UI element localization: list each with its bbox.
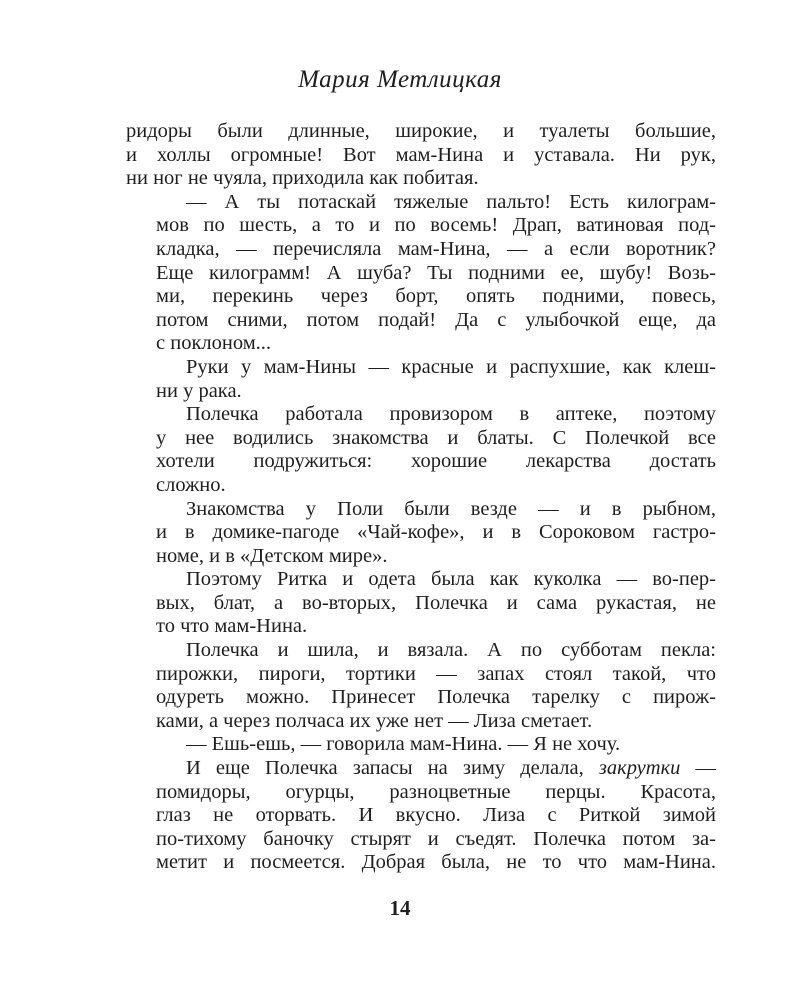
text-run: —	[680, 757, 717, 780]
text-line: Поэтому Ритка и одета была как куколка — во-пер-	[186, 568, 716, 591]
text-line: вых, блат, а во-вторых, Полечка и сама рукастая, не	[156, 591, 716, 614]
paragraph	[126, 498, 716, 569]
text-line: ками, а через полчаса их уже нет — Лиза сметает.	[156, 709, 593, 732]
text-line: Руки у мам-Нины — красные и распухшие, как клеш-	[186, 355, 716, 378]
text-line: мов по шесть, а то и по восемь! Драп, ватиновая под-	[156, 214, 716, 237]
text-line: сложно.	[156, 473, 226, 496]
paragraph	[126, 191, 716, 356]
text-line: по-тихому баночку стырят и съедят. Полечка потом за-	[156, 827, 716, 850]
text-line: одуреть можно. Принесет Полечка тарелку с пирож-	[156, 686, 716, 709]
text-line: — А ты потаскай тяжелые пальто! Есть килограм-	[186, 190, 716, 213]
paragraph	[126, 568, 716, 639]
paragraph	[126, 733, 716, 757]
text-line: метит и посмеется. Добрая была, не то что мам-Нина.	[156, 851, 716, 874]
paragraph	[126, 120, 716, 191]
text-line-with-italic	[126, 757, 716, 781]
text-line: помидоры, огурцы, разноцветные перцы. Красота,	[156, 780, 716, 803]
text-line: кладка, — перечисляла мам-Нина, — а если воротник?	[156, 237, 716, 260]
text-line: Знакомства у Поли были везде — и в рыбном,	[186, 497, 716, 520]
text-line: — Ешь-ешь, — говорила мам-Нина. — Я не хочу.	[186, 733, 621, 756]
text-line: и в домике-пагоде «Чай-кофе», и в Сороковом гастро-	[156, 521, 716, 544]
page-number: 14	[389, 896, 411, 920]
running-title: Мария Метлицкая	[298, 66, 502, 93]
text-run: И еще Полечка запасы на зиму делала,	[186, 757, 584, 780]
body-text	[126, 120, 716, 875]
text-line: пирожки, пироги, тортики — запах стоял такой, что	[156, 662, 716, 685]
text-line: номе, и в «Детском мире».	[156, 544, 388, 567]
text-line: то что мам-Нина.	[156, 615, 308, 638]
text-line: глаз не оторвать. И вкусно. Лиза с Риткой зимой	[156, 804, 716, 827]
text-line: хотели подружиться: хорошие лекарства достать	[156, 450, 716, 473]
paragraph	[126, 639, 716, 733]
paragraph	[126, 356, 716, 403]
text-line: Полечка и шила, и вязала. А по субботам пекла:	[186, 639, 716, 662]
text-line: Полечка работала провизором в аптеке, поэтому	[186, 403, 716, 426]
text-line: и холлы огромные! Вот мам-Нина и уставала. Ни рук,	[126, 143, 716, 166]
text-line: ни у рака.	[156, 379, 242, 402]
text-line: у нее водились знакомства и блаты. С Полечкой все	[156, 426, 716, 449]
paragraph	[126, 757, 716, 875]
text-line: ридоры были длинные, широкие, и туалеты большие,	[126, 120, 716, 142]
text-line: Еще килограмм! А шуба? Ты подними ее, шубу! Возь-	[156, 261, 716, 284]
text-line: потом сними, потом подай! Да с улыбочкой еще, да	[156, 308, 716, 331]
text-line: ни ног не чуяла, приходила как побитая.	[126, 167, 479, 190]
paragraph	[126, 403, 716, 497]
text-line: с поклоном...	[156, 332, 272, 355]
text-line: ми, перекинь через борт, опять подними, повесь,	[156, 285, 716, 308]
italic-word: закрутки	[598, 757, 681, 780]
